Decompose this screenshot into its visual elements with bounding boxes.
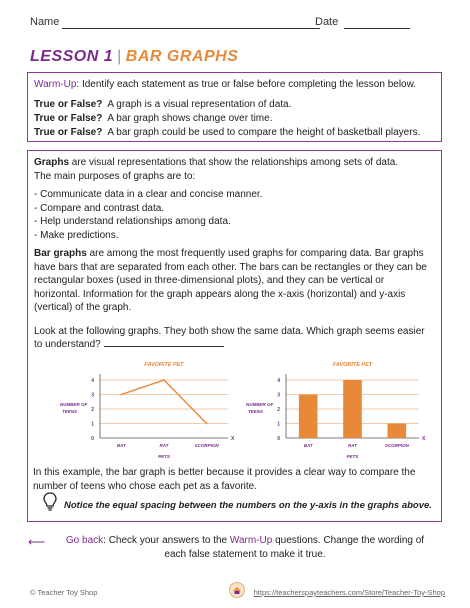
bar-graph-definition: Bar graphs are among the most frequently used graphs for comparing data. Bar graphs <box>34 248 424 259</box>
copyright: © Teacher Toy Shop <box>30 588 98 597</box>
conclusion-line: In this example, the bar graph is better because it provides a clear way to compare the <box>33 467 416 478</box>
lesson-topic: BAR GRAPHS <box>125 48 239 65</box>
bar <box>299 395 318 439</box>
date-label: Date <box>315 16 339 28</box>
x-axis-label: PETS <box>346 454 359 459</box>
question-line: Look at the following graphs. They both show the same data. Which graph seems easier <box>34 325 425 337</box>
title-separator: | <box>117 48 122 65</box>
lightbulb-icon <box>42 492 58 512</box>
x-axis-label: PETS <box>158 454 170 459</box>
y-tick-label: 3 <box>91 392 94 399</box>
data-point <box>163 379 165 381</box>
chart-title: FAVORITE PET <box>144 362 184 368</box>
lesson-title <box>30 48 238 66</box>
name-date-row <box>30 16 440 34</box>
warmup-instruction: Warm-Up: Identify each statement as true or false before completing the lesson below. <box>34 79 417 90</box>
y-axis-label: TEENS <box>62 409 78 414</box>
name-field[interactable] <box>62 28 320 29</box>
graphs-definition: Graphs are visual representations that show the relationships among sets of data. <box>34 157 399 168</box>
note-row <box>42 496 442 516</box>
warmup-statement: True or False? A bar graph shows change over time. <box>34 113 273 124</box>
x-tick-label: SCORPION <box>194 443 219 448</box>
bar-graph-definition-line: horizontal. Information for the graph appears along the x-axis (horizontal) and y-axis <box>34 288 406 300</box>
date-field[interactable] <box>344 28 410 29</box>
data-point <box>120 394 122 396</box>
shop-logo-icon <box>229 582 245 598</box>
bar-chart-svg <box>244 352 429 464</box>
y-tick-label: 1 <box>277 421 280 428</box>
name-label: Name <box>30 16 60 28</box>
go-back-label: Go back <box>65 535 104 546</box>
x-tick-label: SCORPION <box>384 443 409 448</box>
bar-graph-definition-line: have bars that are separated from each other. The bars can be rectangles or they can be <box>34 261 427 273</box>
y-axis-label: NUMBER OF <box>246 402 274 407</box>
y-tick-label: 3 <box>277 392 280 399</box>
y-tick-label: 0 <box>91 436 94 442</box>
chart-title: FAVORITE PET <box>332 362 373 368</box>
conclusion <box>33 466 438 493</box>
warmup-box <box>27 72 442 142</box>
x-tick-label: RAT <box>348 443 357 448</box>
purpose-item: - Make predictions. <box>34 229 119 241</box>
y-axis-label: NUMBER OF <box>60 402 88 407</box>
x-axis-letter: X <box>422 436 426 442</box>
x-axis-letter: X <box>231 436 235 442</box>
note-text: Notice the equal spacing between the numbers on the y-axis in the graphs above. <box>64 500 432 511</box>
purposes-intro: The main purposes of graphs are to: <box>34 170 196 182</box>
y-tick-label: 1 <box>91 421 94 428</box>
series-line <box>121 380 206 424</box>
y-axis-label: TEENS <box>248 409 264 414</box>
question-line: to understand? <box>34 338 435 352</box>
x-tick-label: BAT <box>303 443 313 448</box>
bar <box>343 380 362 438</box>
line-chart <box>58 352 238 464</box>
go-back-text: Go back: Check your answers to the Warm-Up questions. Change the wording of each false statement to make it true. <box>65 535 425 560</box>
warmup-statement: True or False? A bar graph could be used to compare the height of basketball players. <box>34 127 421 138</box>
arrow-left-icon: ⟵ <box>28 535 46 549</box>
bar <box>388 424 407 439</box>
purpose-item: - Help understand relationships among data. <box>34 216 231 227</box>
conclusion-line: number of teens who chose each pet as a favorite. <box>33 480 258 492</box>
purpose-item: - Compare and contrast data. <box>34 202 165 214</box>
x-tick-label: BAT <box>116 443 126 448</box>
bar-chart <box>244 352 429 464</box>
y-tick-label: 2 <box>277 407 280 413</box>
answer-blank[interactable] <box>104 338 224 347</box>
x-tick-label: RAT <box>159 443 169 448</box>
store-link[interactable]: https://teacherspayteachers.com/Store/Teacher-Toy-Shop <box>253 588 445 597</box>
line-chart-svg <box>58 352 238 464</box>
footer <box>30 586 445 600</box>
warmup-statement: True or False? A graph is a visual representation of data. <box>34 99 292 110</box>
y-tick-label: 2 <box>91 407 94 413</box>
bar-graph-definition-line: rectangular boxes (used in three-dimensional plots), and they can be vertical or <box>34 275 385 286</box>
y-tick-label: 4 <box>91 378 94 384</box>
purpose-item: - Communicate data in a clear and concise manner. <box>34 189 263 200</box>
y-tick-label: 4 <box>277 378 280 384</box>
data-point <box>206 423 208 425</box>
bar-graph-definition-line: (vertical) of the graph. <box>34 302 132 313</box>
lesson-number: LESSON 1 <box>30 48 114 65</box>
y-tick-label: 0 <box>277 436 280 442</box>
warmup-label: Warm-Up <box>34 79 77 90</box>
